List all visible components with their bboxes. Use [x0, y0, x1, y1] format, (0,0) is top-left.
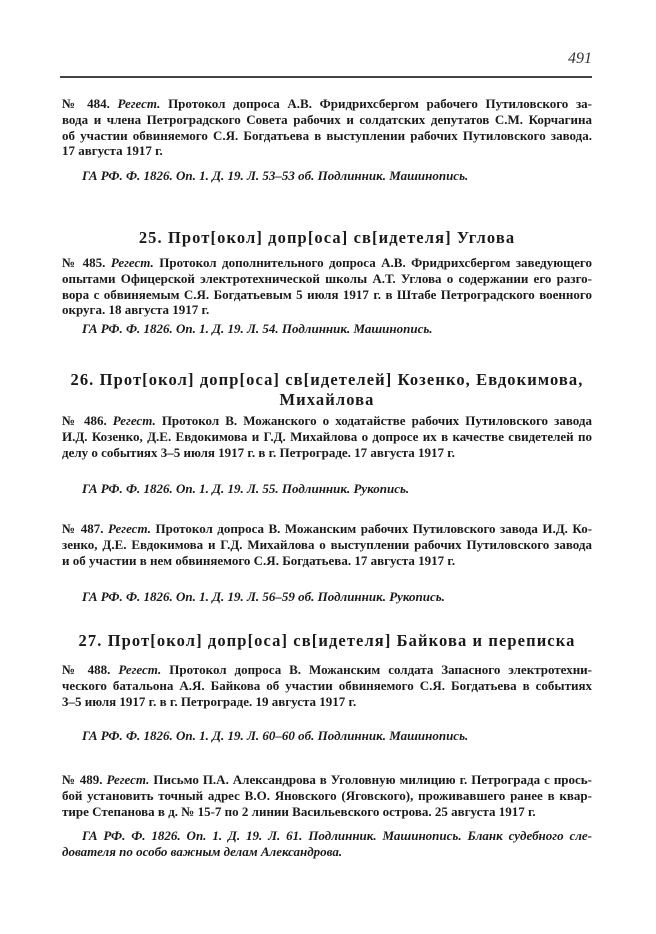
entry-number: № 488. [62, 662, 111, 677]
section-heading-27: 27. Прот[окол] допр[оса] св[идетеля] Байкова и переписка [78, 631, 576, 650]
entry-text: делу о событиях 3–5 июля 1917 г. в г. Петрограде. 17 августа 1917 г. [62, 444, 455, 460]
archive-citation: ГА РФ. Ф. 1826. Оп. 1. Д. 19. Л. 60–60 об. Подлинник. Машинопись. [82, 728, 469, 743]
entry-label: Регест. [110, 255, 154, 270]
archive-citation: ГА РФ. Ф. 1826. Оп. 1. Д. 19. Л. 56–59 об. Подлинник. Рукопись. [82, 589, 445, 604]
citation-line: дователя по особо важным делам Александрова. [62, 843, 343, 859]
entry-label: Регест. [106, 772, 150, 787]
entry-text: ческого батальона А.Я. Байкова об участии обвиняемого С.Я. Богдатьева в событиях [62, 677, 592, 693]
entry-number: № 487. [62, 521, 104, 536]
entry-text: Протокол В. Можанского о ходатайстве рабочих Путиловского завода [161, 413, 592, 428]
entry-text: 3–5 июля 1917 г. в г. Петрограде. 19 августа 1917 г. [62, 693, 357, 709]
entry-text: и об участии в нем обвиняемого С.Я. Богдатьева. 17 августа 1917 г. [62, 552, 456, 568]
entry-485 [62, 255, 592, 318]
entry-text: округа. 18 августа 1917 г. [62, 302, 210, 318]
entry-487 [62, 521, 592, 568]
archive-citation: ГА РФ. Ф. 1826. Оп. 1. Д. 19. Л. 54. Подлинник. Машинопись. [82, 321, 433, 336]
entry-number: № 485. [62, 255, 106, 270]
entry-text: Письмо П.А. Александрова в Уголовную милицию г. Петрограда с прось- [153, 772, 593, 787]
entry-text: Протокол допроса В. Можанским рабочих Путиловского завода И.Д. Ко- [155, 521, 593, 536]
entry-text: Протокол дополнительного допроса А.В. Фридрихсбергом заведующего [159, 255, 593, 270]
entry-488 [62, 662, 592, 709]
entry-label: Регест. [108, 521, 151, 536]
entry-text: И.Д. Козенко, Д.Е. Евдокимова и Г.Д. Михайлова о допросе их в качестве свидетелей по [62, 428, 592, 444]
citation-line: ГА РФ. Ф. 1826. Оп. 1. Д. 19. Л. 61. Подлинник. Машинопись. Бланк судебного сле- [82, 828, 592, 843]
entry-number: № 489. [62, 772, 103, 787]
heading-line: Михайлова [279, 390, 375, 409]
entry-text: Протокол допроса А.В. Фридрихсбергом рабочего Путиловского за- [168, 96, 593, 111]
entry-489 [62, 772, 592, 819]
entry-486 [62, 413, 592, 460]
entry-text: 17 августа 1917 г. [62, 143, 163, 159]
entry-text: Протокол допроса В. Можанским солдата Запасного электротехни- [169, 662, 593, 677]
section-heading-26 [62, 370, 592, 410]
entry-label: Регест. [118, 662, 162, 677]
page-number: 491 [568, 50, 592, 67]
section-heading-25: 25. Прот[окол] допр[оса] св[идетеля] Углова [138, 228, 516, 247]
archive-citation: ГА РФ. Ф. 1826. Оп. 1. Д. 19. Л. 55. Подлинник. Рукопись. [82, 481, 410, 496]
entry-text: опытами Офицерской электротехнической школы А.Т. Углова о содержании его разго- [62, 270, 592, 286]
archive-citation [62, 828, 592, 860]
entry-number: № 486. [62, 413, 107, 428]
entry-text: вода и члена Петроградского Совета рабочих и солдатских депутатов С.М. Корчагина [62, 111, 592, 127]
entry-label: Регест. [117, 96, 161, 111]
entry-text: вора с обвиняемым С.Я. Богдатьевым 5 июля 1917 г. в Штабе Петроградского военного [62, 286, 592, 302]
entry-label: Регест. [112, 413, 156, 428]
entry-number: № 484. [62, 96, 110, 111]
entry-text: бой установить точный адрес В.О. Яновского (Яговского), проживавшего ранее в квар- [62, 787, 592, 803]
entry-484 [62, 96, 592, 159]
heading-line: 26. Прот[окол] допр[оса] св[идетелей] Козенко, Евдокимова, [70, 370, 584, 389]
header-rule [60, 76, 592, 78]
archive-citation: ГА РФ. Ф. 1826. Оп. 1. Д. 19. Л. 53–53 об. Подлинник. Машинопись. [82, 168, 469, 183]
entry-text: тире Степанова в д. № 15-7 по 2 линии Васильевского острова. 25 августа 1917 г. [62, 803, 536, 819]
entry-text: зенко, Д.Е. Евдокимова и Г.Д. Михайлова о выступлении рабочих Путиловского завода [62, 536, 592, 552]
entry-text: об участии обвиняемого С.Я. Богдатьева в выступлении рабочих Путиловского завода. [62, 127, 592, 143]
